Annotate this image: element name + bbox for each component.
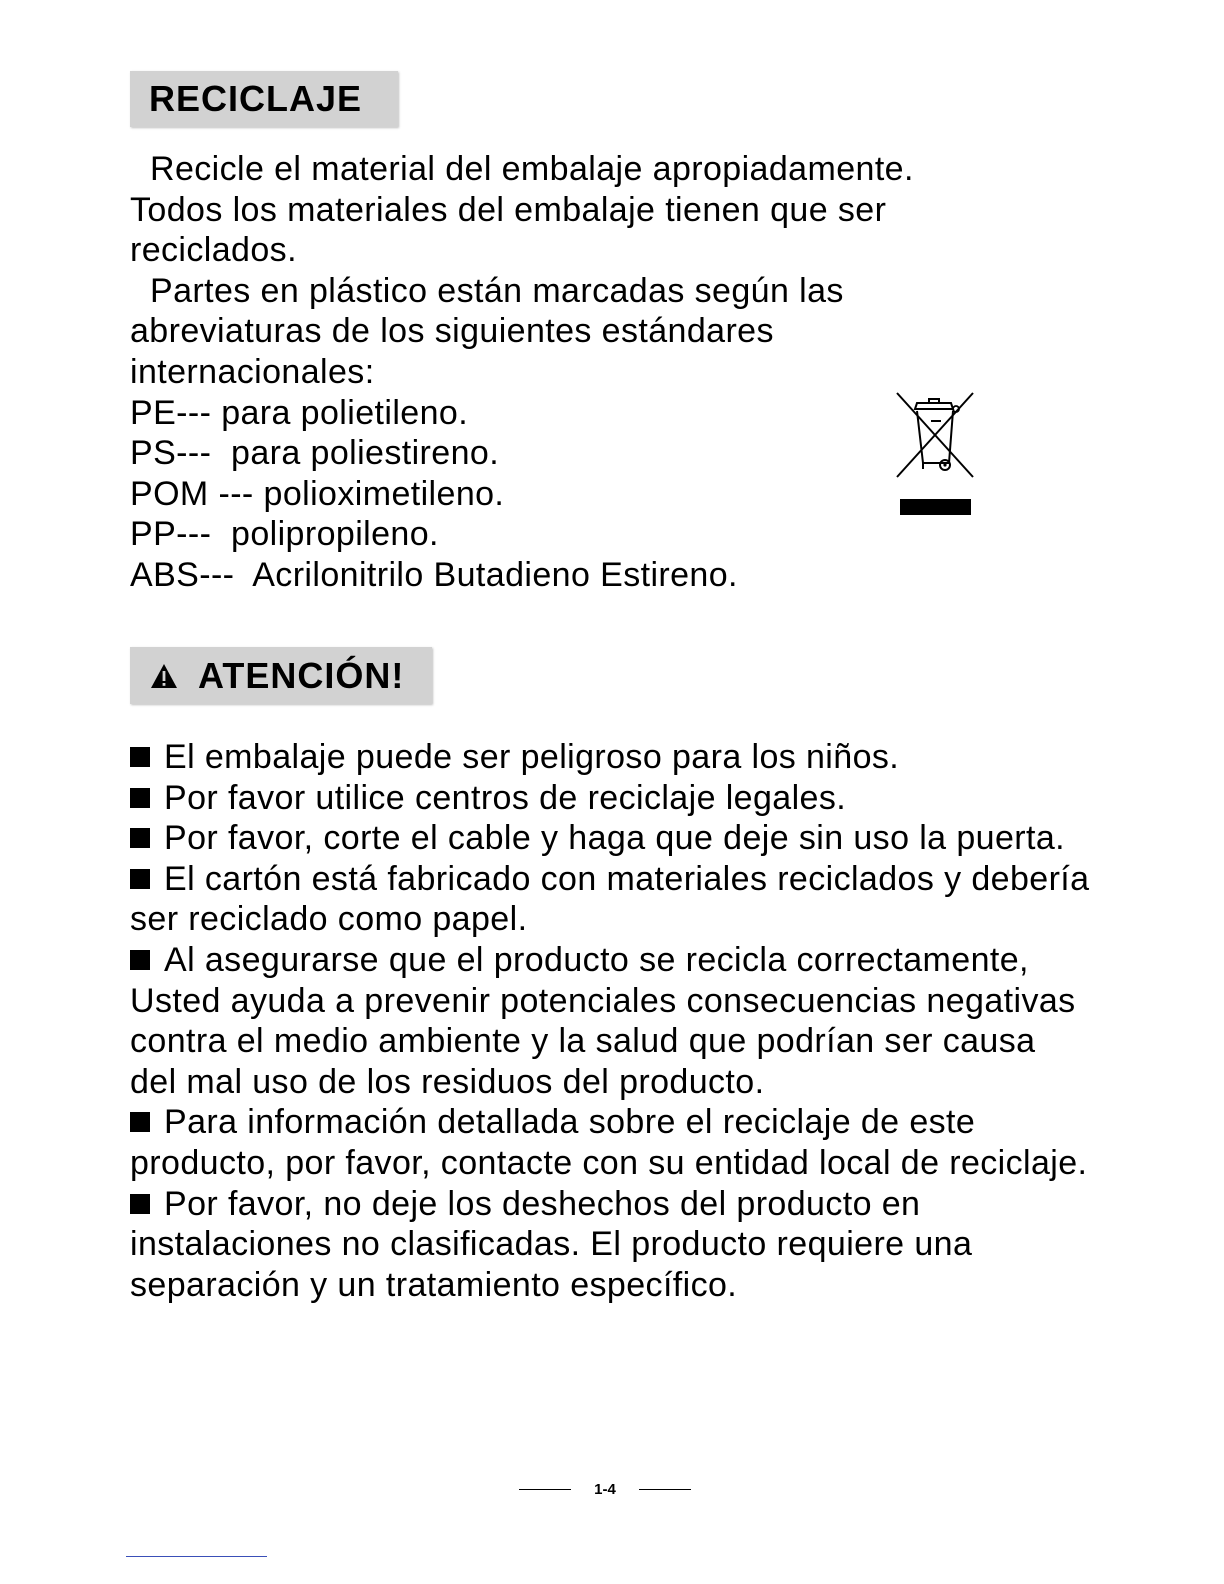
recycle-paragraph: Partes en plástico están marcadas según las <box>150 271 844 310</box>
material-item <box>130 555 1030 596</box>
footer-divider <box>126 1556 267 1557</box>
material-code: ABS--- <box>130 555 235 594</box>
material-desc: Acrilonitrilo Butadieno Estireno. <box>252 555 738 594</box>
material-code: POM --- <box>130 474 254 513</box>
recycle-section-header <box>130 71 398 127</box>
material-desc: polipropileno. <box>231 515 439 554</box>
list-item: Por favor, no deje los deshechos del producto en instalaciones no clasificadas. El producto requiere una separación y un tratamiento específico. <box>130 1184 973 1304</box>
material-code: PP--- <box>130 515 212 554</box>
list-item: Por favor, corte el cable y haga que deje sin uso la puerta. <box>130 818 1090 859</box>
recycle-paragraph: abreviaturas de los siguientes estándares <box>130 312 774 351</box>
square-bullet-icon <box>130 1194 150 1214</box>
warning-triangle-icon <box>150 663 178 689</box>
recycle-header-title: RECICLAJE <box>149 78 363 119</box>
attention-header-title: ATENCIÓN! <box>198 654 405 696</box>
page-number-rule <box>639 1489 691 1490</box>
page-number <box>519 1478 691 1500</box>
list-item: El cartón está fabricado con materiales reciclados y debería ser reciclado como papel. <box>130 859 1090 939</box>
material-code: PS--- <box>130 434 212 473</box>
list-item: Para información detallada sobre el reciclaje de este producto, por favor, contacte con su entidad local de reciclaje. <box>130 1103 1088 1182</box>
material-code: PE--- <box>130 393 212 432</box>
square-bullet-icon <box>130 950 150 970</box>
material-item <box>130 514 1030 555</box>
square-bullet-icon <box>130 1112 150 1132</box>
page-number-rule <box>519 1489 571 1490</box>
material-desc: para poliestireno. <box>231 434 500 473</box>
material-desc: polioximetileno. <box>263 474 505 513</box>
square-bullet-icon <box>130 747 150 767</box>
square-bullet-icon <box>130 869 150 889</box>
recycle-paragraph: Todos los materiales del embalaje tienen que ser <box>130 190 887 229</box>
material-desc: para polietileno. <box>221 393 469 432</box>
list-item: Por favor utilice centros de reciclaje legales. <box>130 778 1090 819</box>
list-item: El embalaje puede ser peligroso para los niños. <box>130 737 1090 778</box>
recycle-paragraph: internacionales: <box>130 352 375 391</box>
recycle-paragraph: Recicle el material del embalaje apropiadamente. <box>150 150 914 188</box>
square-bullet-icon <box>130 828 150 848</box>
square-bullet-icon <box>130 788 150 808</box>
attention-list <box>130 737 1090 1305</box>
recycle-paragraph: reciclados. <box>130 231 297 270</box>
crossed-out-wheelie-bin-icon <box>893 389 977 517</box>
recycle-text-block <box>130 149 1030 596</box>
list-item: Al asegurarse que el producto se recicla correctamente, Usted ayuda a prevenir potenciales consecuencias negativas contra el medio ambiente y la salud que podrían ser causa del mal uso de los residuos del producto. <box>130 940 1076 1101</box>
attention-section-header <box>130 647 432 704</box>
page-number-label: 1-4 <box>594 1480 616 1498</box>
